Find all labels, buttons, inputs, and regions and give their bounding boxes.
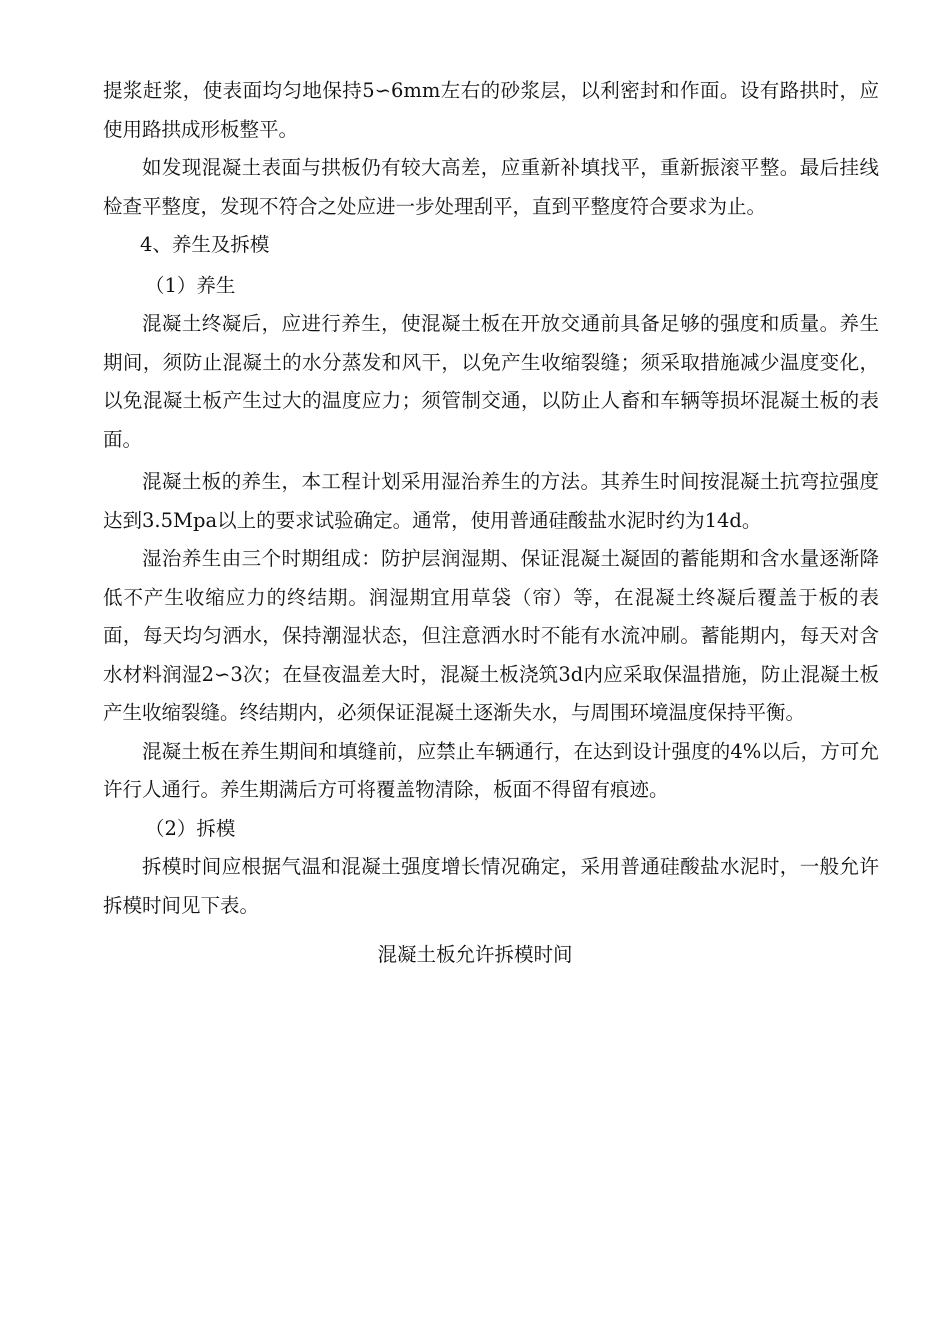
table-caption: 混凝土板允许拆模时间 [377,943,573,966]
subheading-curing: （1）养生 [145,273,236,297]
paragraph-traffic-restriction: 混凝土板在养生期间和填缝前，应禁止车辆通行，在达到设计强度的4%以后，方可允许行人通行。养生期满后方可将覆盖物清除，板面不得留有痕迹。 [103,739,879,801]
paragraph-wet-curing-stages: 湿治养生由三个时期组成：防护层润湿期、保证混凝土凝固的蓄能期和含水量逐渐降低不产生收缩应力的终结期。润湿期宜用草袋（帘）等，在混凝土终凝后覆盖于板的表面，每天均匀洒水，保持潮湿状态，但注意洒水时不能有水流冲刷。蓄能期内，每天对含水材料润湿2∽3次；在昼夜温差大时，混凝土板浇筑3d内应采取保温措施，防止混凝土板产生收缩裂缝。终结期内，必须保证混凝土逐渐失水，与周围环境温度保持平衡。 [103,547,879,724]
body-text [103,72,879,925]
paragraph-slurry-layer: 提浆赶浆，使表面均匀地保持5∽6mm左右的砂浆层，以利密封和作面。设有路拱时，应使用路拱成形板整平。 [103,79,879,141]
paragraph-flatness-check: 如发现混凝土表面与拱板仍有较大高差，应重新补填找平，重新振滚平整。最后挂线检查平整度，发现不符合之处应进一步处理刮平，直到平整度符合要求为止。 [103,156,879,218]
section-heading-curing-formwork: 4、养生及拆模 [140,233,270,256]
paragraph-curing-purpose: 混凝土终凝后，应进行养生，使混凝土板在开放交通前具备足够的强度和质量。养生期间，须防止混凝土的水分蒸发和风干，以免产生收缩裂缝；须采取措施减少温度变化，以免混凝土板产生过大的温度应力；须管制交通，以防止人畜和车辆等损坏混凝土板的表面。 [103,312,879,451]
paragraph-curing-method: 混凝土板的养生，本工程计划采用湿治养生的方法。其养生时间按混凝土抗弯拉强度达到3.5Mpa以上的要求试验确定。通常，使用普通硅酸盐水泥时约为14d。 [103,470,879,532]
subheading-formwork-removal: （2）拆模 [145,816,236,840]
paragraph-formwork-timing: 拆模时间应根据气温和混凝土强度增长情况确定，采用普通硅酸盐水泥时，一般允许拆模时间见下表。 [103,855,879,917]
